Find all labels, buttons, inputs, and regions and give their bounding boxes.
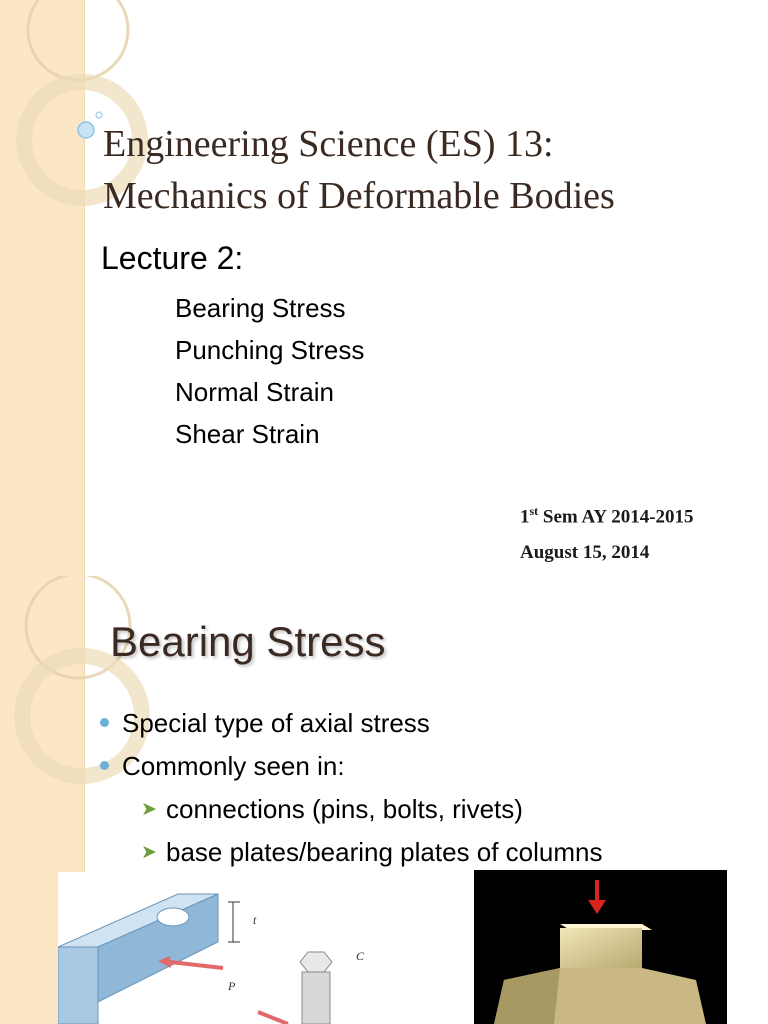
arrow-bullet-icon: ➤ xyxy=(141,842,157,863)
bullet-item xyxy=(100,702,603,745)
bullet-list xyxy=(100,702,603,874)
title-line-1: Engineering Science (ES) 13: xyxy=(103,123,554,165)
slide-title: Bearing Stress xyxy=(110,618,386,665)
semester-rest: Sem AY 2014-2015 xyxy=(538,506,694,528)
column-base-plate-figure xyxy=(474,870,727,1024)
bullet-text: Special type of axial stress xyxy=(122,708,430,738)
decorative-rings xyxy=(0,0,200,576)
sub-bullet-item xyxy=(100,788,603,831)
bullet-dot-icon xyxy=(100,761,109,770)
content-slide xyxy=(0,576,768,1024)
bullet-text: Commonly seen in: xyxy=(122,751,345,781)
slide-title xyxy=(103,118,615,222)
topic-list xyxy=(175,287,364,455)
sub-bullet-item xyxy=(100,831,603,874)
arrow-bullet-icon: ➤ xyxy=(141,799,157,820)
bullet-dot-icon xyxy=(100,718,109,727)
pin-label: C xyxy=(356,949,365,963)
semester-info xyxy=(520,493,694,571)
lecture-label: Lecture 2: xyxy=(101,240,244,276)
topic-item: Bearing Stress xyxy=(175,293,346,323)
thickness-label: t xyxy=(253,913,257,927)
semester-line xyxy=(520,493,694,535)
topic-item: Normal Strain xyxy=(175,377,334,407)
bullet-item xyxy=(100,745,603,788)
semester-suffix: st xyxy=(529,504,539,518)
sub-bullet-text: base plates/bearing plates of columns xyxy=(166,837,603,867)
topic-item: Shear Strain xyxy=(175,419,320,449)
force-label: P xyxy=(228,979,236,993)
plate-pin-figure xyxy=(58,872,400,1024)
title-line-2: Mechanics of Deformable Bodies xyxy=(103,175,615,217)
topic-item: Punching Stress xyxy=(175,335,365,365)
sub-bullet-text: connections (pins, bolts, rivets) xyxy=(166,794,523,824)
lecture-date: August 15, 2014 xyxy=(520,542,650,564)
semester-ordinal: 1 xyxy=(520,506,530,528)
